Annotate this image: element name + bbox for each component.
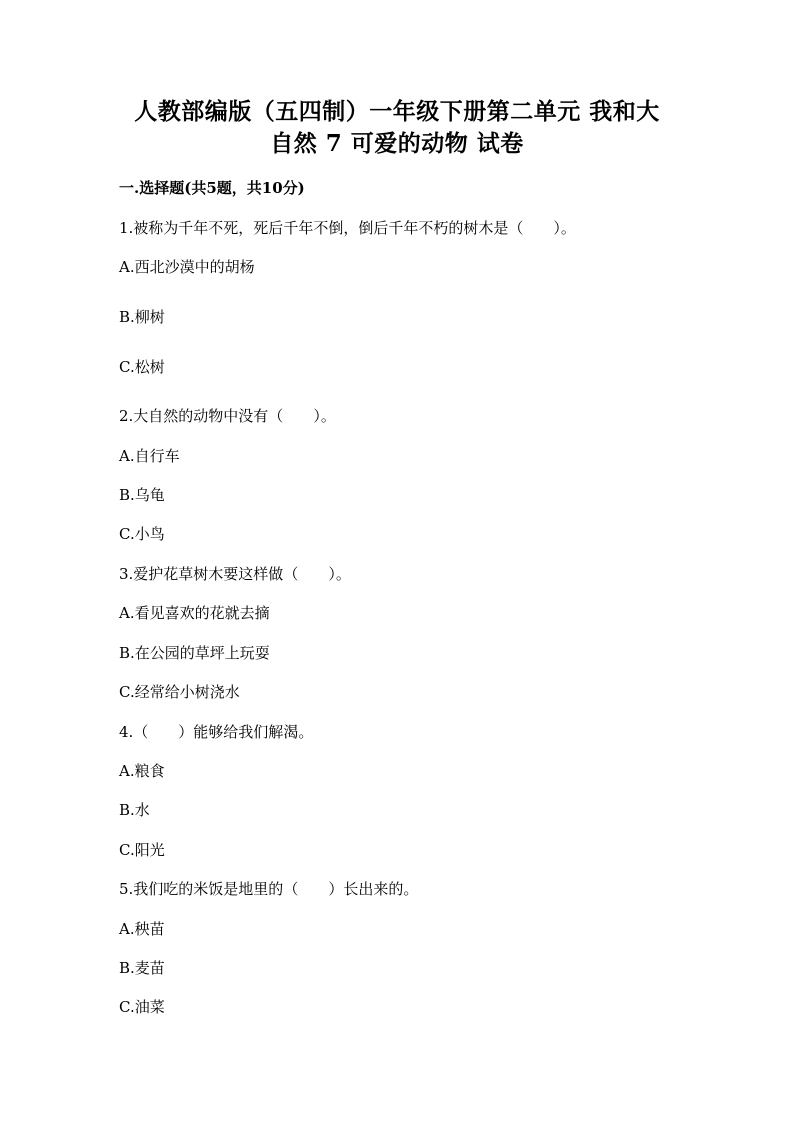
question-3-option-c: C.经常给小树浇水 bbox=[119, 683, 240, 701]
question-2-option-a: A.自行车 bbox=[119, 447, 180, 465]
question-2-option-c: C.小鸟 bbox=[119, 525, 165, 543]
question-4-stem: 4.（ ）能够给我们解渴。 bbox=[119, 723, 314, 741]
question-1-option-b: B.柳树 bbox=[119, 308, 165, 326]
question-1-option-a: A.西北沙漠中的胡杨 bbox=[119, 258, 255, 276]
question-1-option-c: C.松树 bbox=[119, 358, 165, 376]
question-5-stem: 5.我们吃的米饭是地里的（ ）长出来的。 bbox=[119, 880, 419, 898]
question-3-stem: 3.爱护花草树木要这样做（ ）。 bbox=[119, 565, 351, 583]
question-5-option-a: A.秧苗 bbox=[119, 920, 165, 938]
section-heading: 一.选择题(共5题，共10分) bbox=[119, 179, 305, 197]
question-2-stem: 2.大自然的动物中没有（ ）。 bbox=[119, 407, 336, 425]
question-2-option-b: B.乌龟 bbox=[119, 486, 165, 504]
question-4-option-b: B.水 bbox=[119, 801, 150, 819]
question-5-option-b: B.麦苗 bbox=[119, 959, 165, 977]
question-4-option-a: A.粮食 bbox=[119, 762, 165, 780]
document-title-line-2: 自然 7 可爱的动物 试卷 bbox=[270, 130, 524, 157]
question-1-stem: 1.被称为千年不死，死后千年不倒，倒后千年不朽的树木是（ ）。 bbox=[119, 219, 576, 237]
question-5-option-c: C.油菜 bbox=[119, 998, 165, 1016]
question-3-option-b: B.在公园的草坪上玩耍 bbox=[119, 644, 270, 662]
document-title-line-1: 人教部编版（五四制）一年级下册第二单元 我和大 bbox=[134, 98, 660, 125]
question-4-option-c: C.阳光 bbox=[119, 841, 165, 859]
question-3-option-a: A.看见喜欢的花就去摘 bbox=[119, 604, 270, 622]
